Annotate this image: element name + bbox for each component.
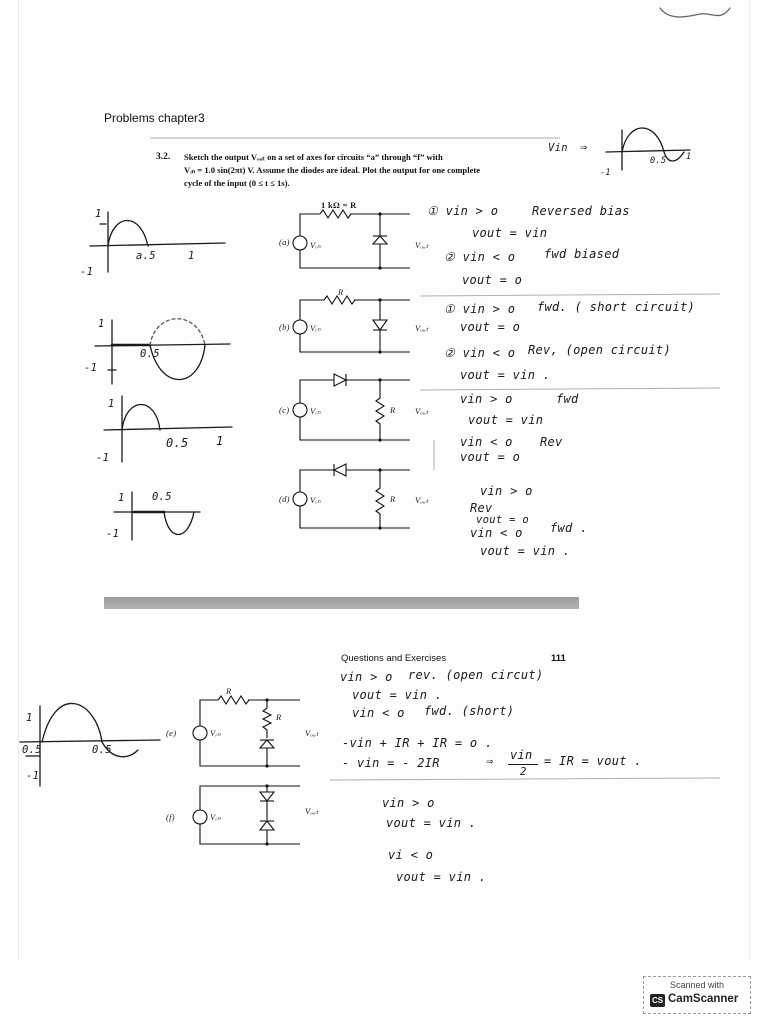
source-a: [293, 236, 307, 250]
camscanner-logo-icon: CS: [651, 996, 664, 1005]
source-e: [193, 726, 207, 740]
sketch-e-half-right: 0.5: [92, 744, 112, 756]
note-a-3: vout = vin: [472, 226, 548, 240]
note-c-1: vin > o: [460, 392, 513, 406]
vin-e: Vᵢₙ: [210, 728, 221, 738]
top-one: 1: [686, 152, 692, 162]
resistor-e-label: R: [226, 686, 232, 696]
rule-c: [420, 388, 720, 390]
note-e-7: - vin = - 2IR: [342, 756, 440, 770]
vout-d: Vₒᵤₜ: [415, 495, 429, 505]
sketch-e-minus: -1: [26, 770, 40, 782]
vout-b: Vₒᵤₜ: [415, 323, 429, 333]
note-d-5: fwd .: [550, 521, 588, 535]
note-e-frac-den: 2: [520, 766, 527, 778]
note-e-2: rev. (open circut): [408, 668, 544, 682]
vin-b: Vᵢₙ: [310, 323, 321, 333]
vin-f: Vᵢₙ: [210, 812, 221, 822]
scan-divider: [104, 597, 579, 609]
sketch-a-half: a.5: [136, 250, 156, 262]
note-c-6: vout = o: [460, 450, 521, 464]
note-b-1: ① vin > o: [444, 302, 516, 316]
note-e-5: fwd. (short): [424, 704, 515, 718]
rule-f: [330, 778, 720, 780]
note-a-5: fwd biased: [544, 247, 620, 261]
note-b-4: ② vin < o: [444, 346, 516, 360]
note-e-6: -vin + IR + IR = o .: [342, 736, 493, 750]
note-b-3: vout = o: [460, 320, 521, 334]
page2-number: 111: [551, 653, 566, 664]
page2-title: Questions and Exercises: [341, 653, 447, 664]
note-a-4: ② vin < o: [444, 250, 516, 264]
vout-f: Vₒᵤₜ: [305, 806, 319, 816]
sketch-d-one: 1: [118, 492, 125, 504]
problem-line-2: Vᵢₙ = 1.0 sin(2πt) V. Assume the diodes are ideal. Plot the output for one complete: [184, 165, 481, 175]
circuit-a-label: (a): [279, 237, 290, 247]
sketch-b-half: 0.5: [140, 348, 160, 360]
note-a-6: vout = o: [462, 273, 523, 287]
sketch-c-one: 1: [108, 398, 115, 410]
vin-d: Vᵢₙ: [310, 495, 321, 505]
note-d-2: Rev: [470, 501, 493, 515]
sketch-c-end: 1: [216, 434, 224, 448]
note-f-4: vout = vin .: [396, 870, 487, 884]
vout-a: Vₒᵤₜ: [415, 240, 429, 250]
resistor-a-label: 1 kΩ = R: [321, 200, 357, 210]
page-header: Problems chapter3: [104, 111, 205, 125]
sketch-a-minus: -1: [80, 266, 94, 278]
camscanner-watermark: [643, 976, 751, 1014]
diode-e: [260, 740, 274, 748]
note-a-2: Reversed bias: [532, 204, 630, 218]
diode-f-top: [260, 792, 274, 801]
source-d: [293, 492, 307, 506]
note-d-3: vout = o: [476, 514, 529, 526]
circuit-d-label: (d): [279, 494, 290, 504]
watermark-brand: CamScanner: [668, 993, 739, 1005]
note-f-1: vin > o: [382, 796, 435, 810]
problem-line-1: Sketch the output Vₒᵤₜ on a set of axes for circuits “a” through “f” with: [184, 152, 443, 162]
resistor-e-shunt: [263, 700, 271, 738]
note-c-3: vout = vin: [468, 413, 544, 427]
resistor-c-label: R: [390, 405, 396, 415]
note-f-3: vi < o: [388, 848, 434, 862]
note-b-6: vout = vin .: [460, 368, 551, 382]
top-half: 0.5: [650, 156, 667, 166]
sketch-a-one: 1: [95, 208, 102, 220]
sketch-a-end: 1: [188, 250, 195, 262]
circuit-f-label: (f): [166, 812, 175, 822]
circuit-c-label: (c): [279, 405, 290, 415]
vout-c: Vₒᵤₜ: [415, 406, 429, 416]
note-c-4: vin < o: [460, 435, 513, 449]
sketch-e-half-left: 0.5: [22, 744, 42, 756]
note-d-6: vout = vin .: [480, 544, 571, 558]
note-b-2: fwd. ( short circuit): [537, 300, 696, 314]
sketch-top: [606, 128, 690, 170]
note-d-1: vin > o: [480, 484, 533, 498]
note-f-2: vout = vin .: [386, 816, 477, 830]
vin-a: Vᵢₙ: [310, 240, 321, 250]
sketch-c: [104, 396, 232, 462]
diode-f-bottom: [260, 821, 274, 830]
vout-e: Vₒᵤₜ: [305, 728, 319, 738]
sketch-d-half: 0.5: [152, 491, 172, 503]
note-c-5: Rev: [540, 435, 563, 449]
sketch-a: [90, 212, 225, 272]
sketch-e-one: 1: [26, 712, 33, 724]
note-a-1: ① vin > o: [427, 204, 499, 218]
sketch-b-minus: -1: [84, 362, 98, 374]
resistor-d-label: R: [390, 494, 396, 504]
watermark-caption: Scanned with: [669, 980, 725, 990]
corner-scribble: [660, 8, 730, 17]
source-c: [293, 403, 307, 417]
resistor-e-top: [218, 696, 249, 704]
note-c-2: fwd: [556, 392, 579, 406]
diode-c: [334, 374, 346, 386]
top-minus: -1: [600, 168, 611, 178]
vin-c: Vᵢₙ: [310, 406, 321, 416]
sketch-c-minus: -1: [96, 452, 110, 464]
sketch-b: [95, 319, 230, 384]
top-arrow: ⇒: [580, 140, 588, 154]
note-e-arrow: ⇒: [486, 754, 494, 768]
circuit-e-label: (e): [166, 728, 177, 738]
diode-b: [373, 320, 387, 330]
resistor-e-shunt-label: R: [276, 712, 282, 722]
source-b: [293, 320, 307, 334]
rule-b: [420, 294, 720, 296]
resistor-c: [376, 380, 384, 440]
note-b-5: Rev, (open circuit): [528, 343, 671, 357]
sketch-d-minus: -1: [106, 528, 120, 540]
note-e-1: vin > o: [340, 670, 393, 684]
resistor-b-label: R: [338, 287, 344, 297]
sketch-b-one: 1: [98, 318, 105, 330]
diode-a: [373, 236, 387, 244]
problem-number: 3.2.: [156, 152, 171, 162]
problem-line-3: cycle of the input (0 ≤ t ≤ 1s).: [184, 178, 290, 188]
circuit-b-label: (b): [279, 322, 290, 332]
resistor-a: [320, 210, 351, 218]
note-d-4: vin < o: [470, 526, 523, 540]
resistor-b: [324, 296, 355, 304]
resistor-d: [376, 470, 384, 528]
note-e-4: vin < o: [352, 706, 405, 720]
fraction-bar: [508, 764, 538, 765]
sketch-c-half: 0.5: [166, 436, 189, 450]
diode-d: [334, 464, 346, 476]
note-e-3: vout = vin .: [352, 688, 443, 702]
top-vin: Vin: [548, 142, 568, 154]
note-e-frac-num: vin: [510, 748, 533, 762]
note-e-8: = IR = vout .: [544, 754, 642, 768]
source-f: [193, 810, 207, 824]
